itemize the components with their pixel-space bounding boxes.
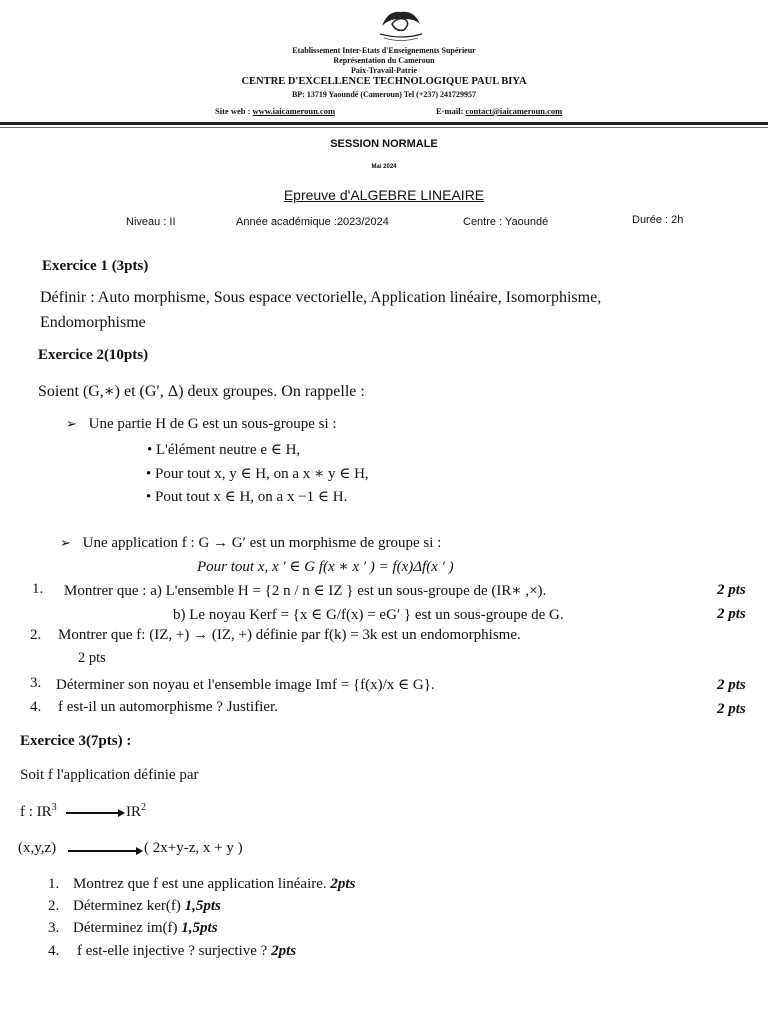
representation-line: Représentation du Cameroun [333, 56, 435, 65]
logo-icon [376, 4, 426, 44]
bullet-icon: • [146, 489, 152, 505]
question-number: 2. [48, 898, 60, 914]
site-label: Site web : [215, 106, 253, 116]
q2-text: Montrer que f: (IZ, +) → (IZ, +) définie par f(k) = 3k est un endomorphisme. [58, 627, 521, 643]
map-right: IR [126, 804, 141, 820]
question-text: Déterminez ker(f) [73, 898, 185, 914]
header-divider [0, 122, 768, 125]
email-link[interactable]: contact@iaicameroun.com [465, 106, 563, 116]
question-points: 1,5pts [184, 898, 221, 914]
question-text: f est-elle injective ? surjective ? [77, 943, 272, 959]
bullet-icon: • [146, 466, 152, 482]
exercise-2-intro: Soient (G,∗) et (G′, Δ) deux groupes. On rappelle : [38, 383, 365, 400]
bullet-item [146, 464, 369, 483]
element-left: (x,y,z) [18, 840, 57, 856]
question-points: 2pts [330, 876, 356, 892]
element-arrow-icon [136, 847, 143, 855]
duree: Durée : 2h [632, 214, 684, 226]
annee-academique: Année académique :2023/2024 [236, 216, 389, 228]
email-label: E-mail: [436, 106, 466, 116]
q4-text: f est-il un automorphisme ? Justifier. [58, 699, 278, 715]
header-divider-thin [0, 127, 768, 128]
question-text: Montrez que f est une application linéaire. [73, 876, 331, 892]
email-block [436, 106, 562, 116]
site-web [215, 106, 335, 116]
exercise-3-intro: Soit f l'application définie par [20, 767, 199, 783]
q4-points: 2 pts [717, 701, 746, 717]
ex3-question [48, 876, 355, 893]
element-arrow-line [68, 850, 138, 852]
q3-points: 2 pts [717, 677, 746, 693]
q3-text: Déterminer son noyau et l'ensemble image Imf = {f(x)/x ∈ G}. [56, 677, 435, 693]
map-arrow-line [66, 812, 120, 814]
centre-line: CENTRE D'EXCELLENCE TECHNOLOGIQUE PAUL BIYA [241, 76, 527, 87]
q1a-points: 2 pts [717, 582, 746, 598]
question-number: 4. [48, 943, 60, 959]
ex3-question [48, 943, 296, 960]
motto-line: Paix-Travail-Patrie [350, 66, 418, 75]
subgroup-definition [66, 416, 337, 433]
ex3-question [48, 898, 221, 915]
exercise-1-title: Exercice 1 (3pts) [42, 258, 149, 274]
question-number: 1. [48, 876, 60, 892]
exam-date: Mai 2024 [371, 164, 397, 170]
ex3-question [48, 920, 218, 937]
map-arrow-icon [118, 809, 125, 817]
bullet-item [147, 440, 300, 459]
map-right-exponent: 2 [141, 802, 146, 813]
morphism-definition [60, 535, 441, 552]
q4-number: 4. [30, 699, 42, 715]
question-points: 1,5pts [181, 920, 218, 936]
q1b-text: b) Le noyau Kerf = {x ∈ G/f(x) = eG′ } est un sous-groupe de G. [173, 607, 564, 623]
q1b-points: 2 pts [717, 606, 746, 622]
question-text: Déterminez im(f) [73, 920, 182, 936]
arrow-bullet-icon: ➢ [66, 416, 77, 431]
q2-points: 2 pts [78, 650, 106, 666]
question-points: 2pts [271, 943, 297, 959]
exercise-1-text-line1: Définir : Auto morphisme, Sous espace vectorielle, Application linéaire, Isomorphisme, [40, 289, 602, 306]
element-right: ( 2x+y-z, x + y ) [144, 840, 243, 856]
bullet-text: L'élément neutre e ∈ H, [156, 442, 301, 458]
bullet-icon: • [147, 442, 153, 458]
morphism-label: Une application f : G → G′ est un morphisme de groupe si : [82, 535, 442, 551]
map-codomain [126, 802, 146, 821]
map-left: f : IR [20, 804, 52, 820]
q1a-text: Montrer que : a) L'ensemble H = {2 n / n ∈ IZ } est un sous-groupe de (IR∗ ,×). [64, 583, 547, 599]
exam-title: Epreuve d'ALGEBRE LINEAIRE [283, 187, 485, 203]
establishment-line: Etablissement Inter-Etats d'Enseignements Supérieur [292, 46, 476, 55]
centre-exam: Centre : Yaoundé [463, 216, 549, 228]
bullet-text: Pout tout x ∈ H, on a x −1 ∈ H. [155, 489, 348, 505]
arrow-bullet-icon: ➢ [60, 535, 71, 550]
institution-logo [376, 4, 426, 44]
q2-number: 2. [30, 627, 42, 643]
bullet-item [146, 487, 347, 506]
q1a-number: 1. [32, 581, 44, 597]
session-title: SESSION NORMALE [330, 138, 438, 150]
exercise-1-text-line2: Endomorphisme [40, 314, 146, 331]
q3-number: 3. [30, 675, 42, 691]
morphism-formula: Pour tout x, x ′ ∈ G f(x ∗ x ′ ) = f(x)Δf(x ′ ) [197, 559, 454, 575]
exercise-3-title: Exercice 3(7pts) : [20, 733, 132, 749]
subgroup-label: Une partie H de G est un sous-groupe si : [88, 416, 337, 432]
exercise-2-title: Exercice 2(10pts) [38, 347, 149, 363]
map-left-exponent: 3 [51, 802, 57, 813]
bullet-text: Pour tout x, y ∈ H, on a x ∗ y ∈ H, [155, 466, 369, 482]
address-line: BP: 13719 Yaoundé (Cameroun) Tel (+237) 241729957 [291, 90, 477, 99]
site-url-link[interactable]: www.iaicameroun.com [252, 106, 336, 116]
niveau: Niveau : II [126, 216, 176, 228]
map-domain [20, 802, 57, 821]
question-number: 3. [48, 920, 60, 936]
